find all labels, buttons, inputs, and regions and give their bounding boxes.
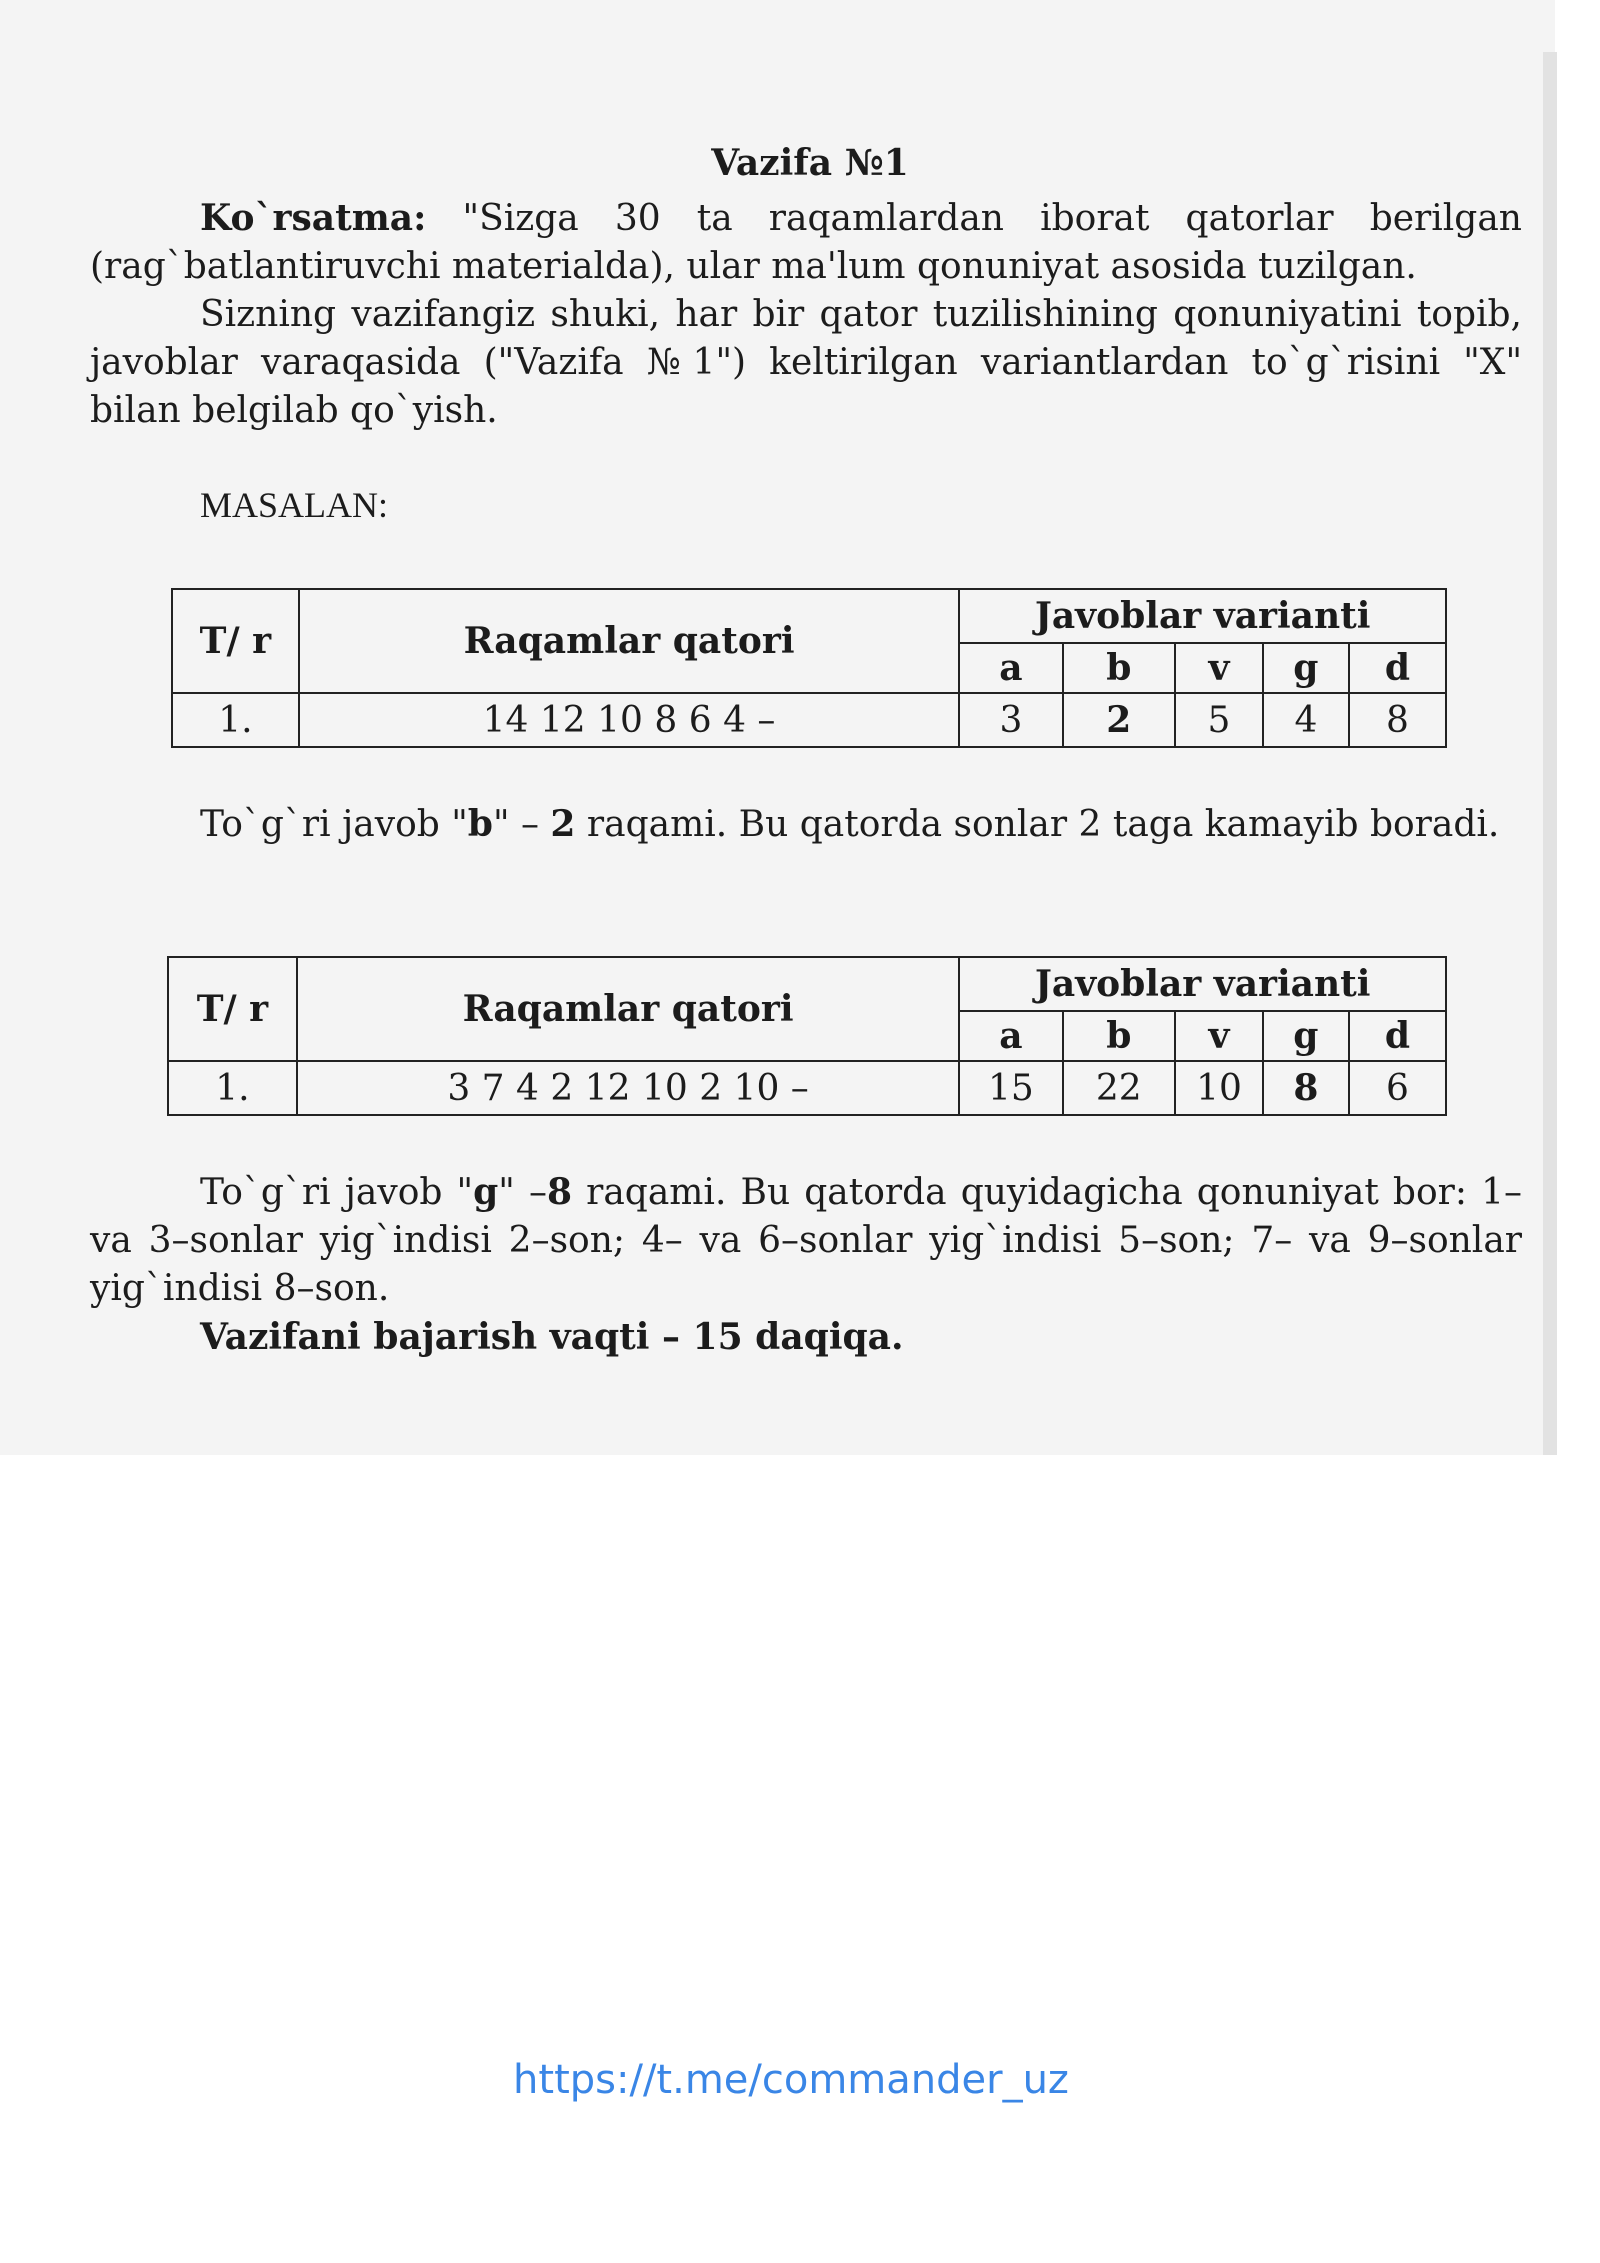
header-option-g: g — [1263, 643, 1349, 693]
header-option-v: v — [1175, 643, 1263, 693]
answer-b-correct: 2 — [1063, 693, 1175, 747]
example-label: MASALAN: — [200, 485, 389, 525]
row-num: 1. — [168, 1061, 297, 1115]
answer-g-correct: 8 — [1263, 1061, 1349, 1115]
time-limit-note: Vazifani bajarish vaqti – 15 daqiqa. — [200, 1316, 904, 1358]
row-num: 1. — [172, 693, 299, 747]
example-table-1 — [171, 588, 1447, 748]
instructions-paragraph-1 — [90, 194, 1522, 291]
answer-v: 10 — [1175, 1061, 1263, 1115]
header-row: Raqamlar qatori — [299, 589, 960, 693]
answer-b: 22 — [1063, 1061, 1175, 1115]
answer-a: 15 — [959, 1061, 1062, 1115]
header-option-b: b — [1063, 643, 1175, 693]
instructions-text-1: "Sizga 30 ta raqamlardan iborat qatorlar berilgan (rag`batlantiruvchi materialda), ular ma'lum qonuniyat asosida tuzilgan. — [90, 198, 1522, 287]
scan-edge-shadow — [1543, 52, 1557, 1455]
correct-number: 2 — [550, 803, 576, 845]
instructions-paragraph-2: Sizning vazifangiz shuki, har bir qator tuzilishining qonuniyatini topib, javoblar varaqasida ("Vazifa №1") keltirilgan variantlardan to`g`risini "X" bilan belgilab qo`yish. — [90, 294, 1522, 431]
number-sequence: 14 12 10 8 6 4 – — [299, 693, 960, 747]
answer-d: 8 — [1349, 693, 1446, 747]
answer-v: 5 — [1175, 693, 1263, 747]
answer-d: 6 — [1349, 1061, 1446, 1115]
header-num: T/ r — [168, 957, 297, 1061]
header-option-v: v — [1175, 1011, 1263, 1061]
answer-g: 4 — [1263, 693, 1349, 747]
correct-letter: g — [473, 1171, 499, 1213]
example-1-explanation: To`g`ri javob "b" – 2 raqami. Bu qatorda sonlar 2 taga kamayib boradi. — [200, 803, 1500, 845]
header-option-a: a — [959, 1011, 1062, 1061]
number-sequence: 3 7 4 2 12 10 2 10 – — [297, 1061, 960, 1115]
example-2-explanation: To`g`ri javob "g" –8 raqami. Bu qatorda quyidagicha qonuniyat bor: 1– va 3–sonlar yig`indisi 2–son; 4– va 6–sonlar yig`indisi 5–son; 7– va 9–sonlar yig`indisi 8–son. Vazifani bajarish vaqti – 15 daqiqa. — [90, 1171, 1522, 1358]
answer-a: 3 — [959, 693, 1062, 747]
header-answers: Javoblar varianti — [959, 957, 1446, 1011]
header-answers: Javoblar varianti — [959, 589, 1446, 643]
header-option-a: a — [959, 643, 1062, 693]
instructions-label: Ko`rsatma: — [200, 197, 427, 239]
page-title: Vazifa №1 — [711, 142, 909, 184]
correct-letter: b — [467, 803, 493, 845]
header-row: Raqamlar qatori — [297, 957, 960, 1061]
header-option-b: b — [1063, 1011, 1175, 1061]
footer-link[interactable]: https://t.me/commander_uz — [513, 2057, 1069, 2103]
header-option-g: g — [1263, 1011, 1349, 1061]
instructions — [90, 194, 1522, 435]
header-option-d: d — [1349, 643, 1446, 693]
correct-number: 8 — [546, 1171, 573, 1213]
example-table-2 — [167, 956, 1447, 1116]
header-num: T/ r — [172, 589, 299, 693]
header-option-d: d — [1349, 1011, 1446, 1061]
